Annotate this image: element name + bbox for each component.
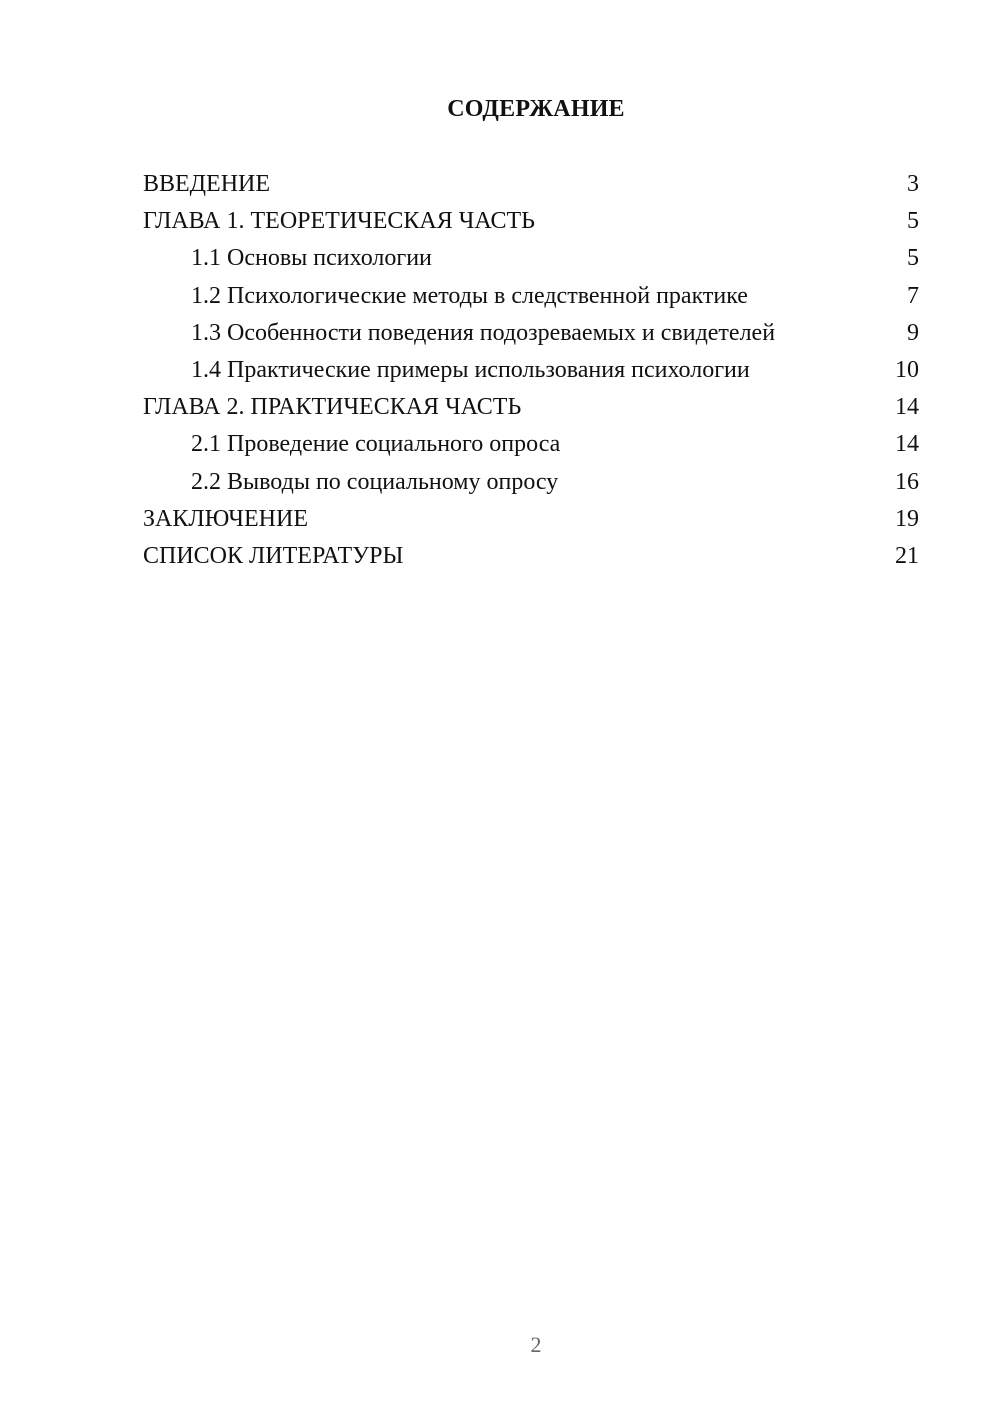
toc-entry-references[interactable] [143,538,919,575]
toc-entry-conclusion[interactable] [143,501,919,538]
toc-entry-introduction[interactable] [143,166,919,203]
toc-entry-label: 2.1 Проведение социального опроса [191,431,561,458]
toc-entry-page: 3 [907,171,919,197]
table-of-contents [143,166,919,575]
toc-entry-section-2-1[interactable] [143,426,919,463]
toc-entry-section-2-2[interactable] [143,464,919,501]
toc-entry-label: 1.3 Особенности поведения подозреваемых и свидетелей [191,319,776,346]
toc-entry-page: 5 [907,208,919,235]
toc-entry-chapter-2[interactable] [143,389,919,426]
toc-entry-section-1-3[interactable] [143,315,919,352]
toc-entry-page: 19 [895,505,919,532]
toc-entry-label: ВВЕДЕНИЕ [143,171,271,197]
toc-entry-page: 14 [895,394,919,421]
toc-title: СОДЕРЖАНИЕ [447,96,625,122]
toc-entry-page: 21 [895,542,919,569]
toc-entry-page: 5 [907,245,919,272]
toc-entry-label: 1.2 Психологические методы в следственной практике [191,282,748,309]
toc-entry-label: 2.2 Выводы по социальному опросу [191,468,559,495]
toc-entry-section-1-2[interactable] [143,278,919,315]
toc-entry-label: 1.4 Практические примеры использования психологии [191,356,750,383]
toc-entry-page: 7 [907,282,919,309]
toc-entry-page: 16 [895,468,919,495]
toc-entry-section-1-4[interactable] [143,352,919,389]
toc-entry-label: СПИСОК ЛИТЕРАТУРЫ [143,542,404,569]
toc-entry-label: ЗАКЛЮЧЕНИЕ [143,505,308,532]
toc-entry-label: ГЛАВА 2. ПРАКТИЧЕСКАЯ ЧАСТЬ [143,394,522,421]
toc-entry-page: 14 [895,431,919,458]
toc-entry-label: 1.1 Основы психологии [191,245,432,272]
toc-entry-page: 10 [895,356,919,383]
toc-entry-label: ГЛАВА 1. ТЕОРЕТИЧЕСКАЯ ЧАСТЬ [143,208,535,235]
page-number: 2 [530,1332,542,1357]
toc-entry-page: 9 [907,319,919,346]
toc-entry-section-1-1[interactable] [143,240,919,277]
toc-entry-chapter-1[interactable] [143,203,919,240]
